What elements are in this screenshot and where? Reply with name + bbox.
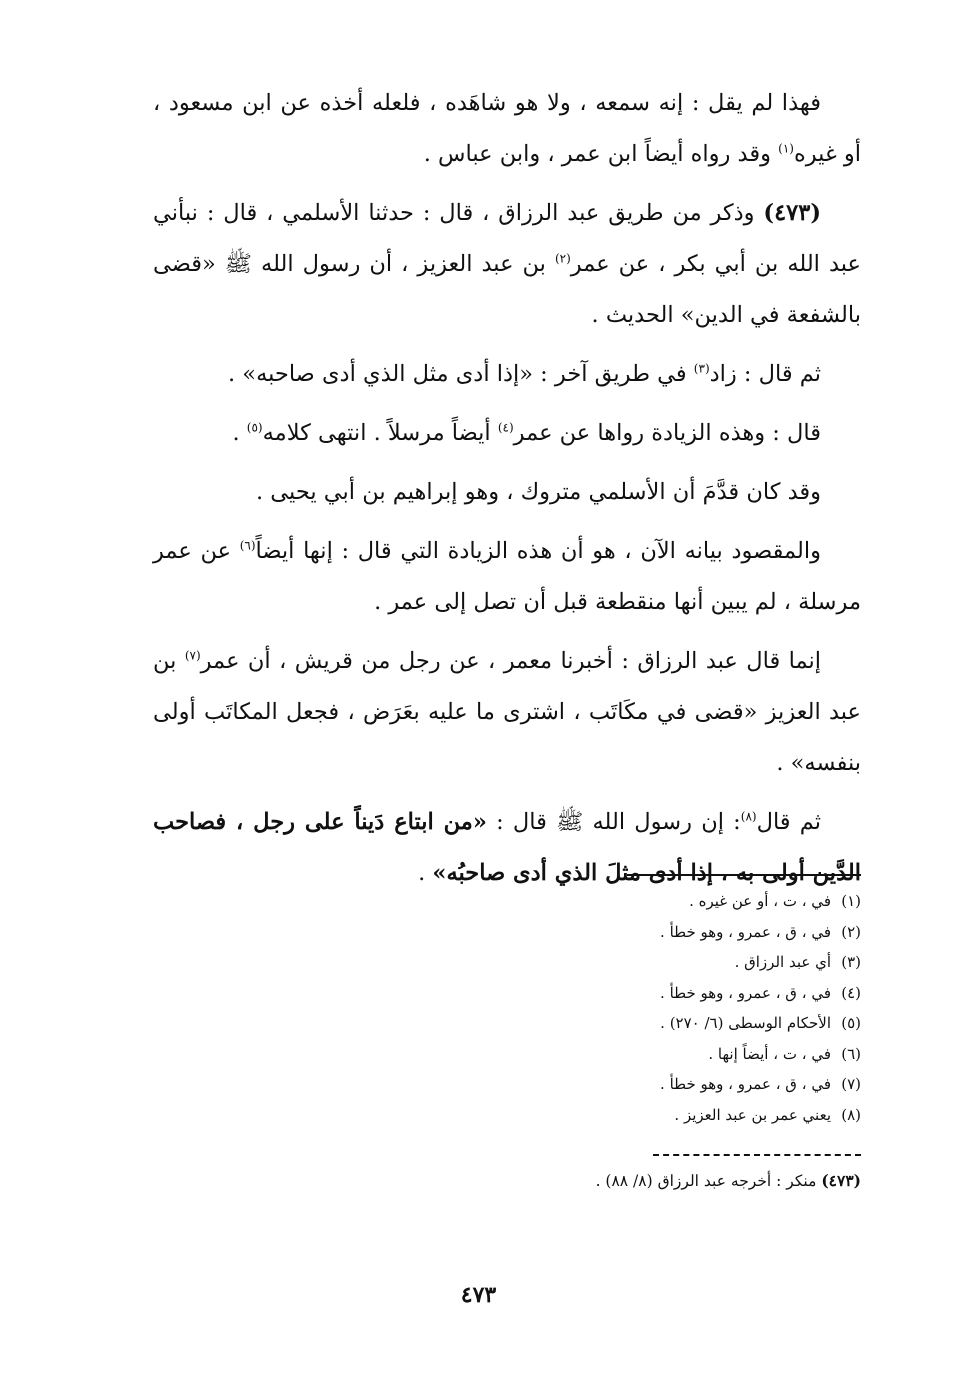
text-segment: والمقصود بيانه الآن ، هو أن هذه الزيادة التي قال : إنها أيضاً — [255, 538, 821, 564]
footnote-ref: (٨) — [740, 809, 757, 824]
page-number: ٤٧٣ — [460, 1282, 497, 1308]
footnote-number: (٢) — [841, 922, 861, 941]
footnote-ref: (٣) — [693, 361, 710, 376]
takhrij-note — [361, 1168, 861, 1194]
text-segment: : إن رسول الله ﷺ قال : — [486, 809, 741, 835]
footnote-ref: (٢) — [554, 251, 571, 266]
text-segment: بن عبد العزيز «قضى في مكَاتَب ، اشترى ما عليه بعَرَض ، فجعل المكاتَب أولى بنفسه» . — [153, 648, 861, 776]
text-segment: ثم قال : زاد — [709, 361, 821, 387]
footnote-item — [461, 978, 861, 1009]
footnote-text: أي عبد الرزاق . — [734, 953, 831, 971]
paragraph — [153, 349, 861, 400]
footnote-text: الأحكام الوسطى (٦/ ٢٧٠) . — [660, 1014, 831, 1032]
text-segment: ثم قال — [756, 809, 821, 835]
paragraph — [153, 467, 861, 518]
text-segment: وقد كان قدَّمَ أن الأسلمي متروك ، وهو إبراهيم بن أبي يحيى . — [256, 479, 821, 505]
footnote-item — [461, 1100, 861, 1131]
text-segment: عن عمر مرسلة ، لم يبين أنها منقطعة قبل أن تصل إلى عمر . — [153, 538, 861, 615]
text-segment: «من ابتاع دَيناً على رجل ، فصاحب الدَّين أولى به ، إذا أدى مثلَ الذي أدى صاحبُه» — [153, 809, 861, 886]
main-text — [153, 78, 861, 907]
paragraph — [153, 78, 861, 180]
text-segment: أيضاً مرسلاً . انتهى كلامه — [262, 420, 498, 446]
footnote-text: في ، ق ، عمرو ، وهو خطأ . — [660, 983, 831, 1002]
footnote-item — [461, 917, 861, 948]
footnote-item — [461, 1039, 861, 1070]
text-segment: إنما قال عبد الرزاق : أخبرنا معمر ، عن رجل من قريش ، أن عمر — [200, 648, 822, 674]
text-segment: بن عبد العزيز ، أن رسول الله ﷺ «قضى بالشفعة في الدين» الحديث . — [153, 251, 861, 328]
paragraph — [153, 526, 861, 628]
text-segment: وقد رواه أيضاً ابن عمر ، وابن عباس . — [423, 141, 779, 167]
footnote-ref: (١) — [778, 141, 794, 156]
footnote-number: (٨) — [841, 1105, 861, 1124]
footnote-text: يعني عمر بن عبد العزيز . — [674, 1105, 831, 1124]
footnote-number: (١) — [841, 892, 861, 910]
footnote-text: في ، ق ، عمرو ، وهو خطأ . — [660, 922, 831, 941]
footnote-item — [461, 947, 861, 978]
text-segment: . — [232, 420, 247, 446]
footnote-number: (٤) — [841, 983, 861, 1002]
hadith-number: (٤٧٣) — [763, 200, 821, 226]
text-segment: قال : وهذه الزيادة رواها عن عمر — [513, 420, 821, 446]
text-segment: فهذا لم يقل : إنه سمعه ، ولا هو شاهَده ، فلعله أخذه عن ابن مسعود ، أو غيره — [153, 90, 861, 167]
footnote-item — [461, 1069, 861, 1100]
text-segment: وذكر من طريق عبد الرزاق ، قال : حدثنا الأسلمي ، قال : نبأني عبد الله بن أبي بكر ، عن عمر — [153, 200, 861, 277]
paragraph — [153, 188, 861, 341]
footnote-item — [461, 886, 861, 917]
footnote-number: (٥) — [841, 1014, 861, 1032]
footnote-ref: (٥) — [246, 420, 263, 435]
footnote-separator — [627, 874, 861, 876]
paragraph — [153, 636, 861, 789]
footnote-ref: (٧) — [184, 648, 201, 663]
text-segment: في طريق آخر : «إذا أدى مثل الذي أدى صاحبه» . — [228, 361, 694, 387]
paragraph — [153, 408, 861, 459]
footnote-text: في ، ت ، أيضاً إنها . — [708, 1044, 831, 1063]
footnotes-list — [461, 886, 861, 1130]
footnote-number: (٣) — [841, 953, 861, 971]
takhrij-text: منكر : أخرجه عبد الرزاق (٨/ ٨٨) . — [595, 1172, 822, 1190]
footnote-number: (٧) — [841, 1075, 861, 1093]
takhrij-number: (٤٧٣) — [821, 1171, 861, 1190]
paragraph — [153, 797, 861, 899]
footnote-ref: (٦) — [239, 538, 256, 553]
takhrij-separator — [653, 1154, 861, 1156]
footnote-text: في ، ت ، أو عن غيره . — [689, 892, 831, 910]
text-segment: . — [418, 860, 433, 886]
footnote-ref: (٤) — [497, 420, 514, 435]
footnote-text: في ، ق ، عمرو ، وهو خطأ . — [660, 1075, 831, 1093]
footnote-item — [461, 1008, 861, 1039]
footnote-number: (٦) — [841, 1044, 861, 1063]
